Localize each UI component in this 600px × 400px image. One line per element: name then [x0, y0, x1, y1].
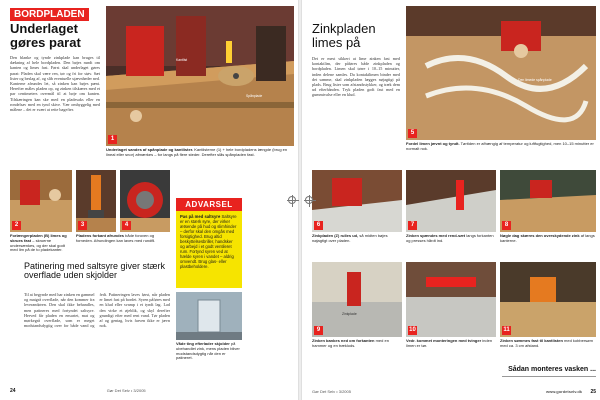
registration-mark-left [288, 196, 296, 204]
right-page-number: 25 [590, 389, 596, 395]
warning-text-body: Saltsyre er en stærk syre, der virker ætsende på hud og slimhinder – derfor skal den omgås med forsigtighed. Brug altid beskyttelsesbriller, handsker og arbejd i et godt ventileret rum. Fortynd syren ved at hælde syren i vandet – aldrig omvendt. Brug glas- eller plastbeholdere. [180, 214, 237, 269]
photo-step11 [500, 262, 596, 337]
photo-step8 [500, 170, 596, 232]
section-tag: BORDPLADEN [10, 8, 89, 21]
photo-step2 [10, 170, 72, 232]
step-number-4: 4 [122, 221, 131, 230]
step11-illustration [500, 262, 596, 337]
right-intro-text: Det er mest sikkert at lime zinken fast med kontaktlim, der påføres både zinkpladen og bordpladen. Limen skal tørre i 10–15 minutter, inden delene samles. Da kontaktlimen binder med det samme, skal zinkpladen lægges nøjagtigt på plads. Brug lister som afstandsstykker, og træk dem ud efterhånden. Tryk pladen godt fast med en gummivalse eller en klud. [312, 56, 400, 98]
label-spanplade: Spånplade [246, 94, 263, 98]
step11-caption [500, 339, 596, 363]
acid-photo-caption [176, 342, 242, 370]
step6-illustration [312, 170, 402, 232]
label-limed-board: Den limede spånplade [518, 78, 552, 82]
photo-step6 [312, 170, 402, 232]
step7-illustration [406, 170, 496, 232]
warning-sidebar [176, 198, 242, 288]
step11-caption-bold: Zinken sømmes fast til kantlisten [500, 339, 563, 343]
step-number-3: 3 [78, 221, 87, 230]
step2-caption-text: – skruerne undersænkes, og der skal godt med lim på de to pladekanter. [10, 237, 65, 253]
step-number-9: 9 [314, 326, 323, 335]
photo-step10 [406, 262, 496, 337]
footer-divider [502, 376, 596, 377]
step-number-6: 6 [314, 221, 323, 230]
step2-caption [10, 234, 72, 254]
step9-illustration [312, 262, 402, 337]
warning-text-bold: Pas på med saltsyre [180, 214, 221, 219]
left-page-number: 24 [10, 388, 16, 394]
workbench-illustration [106, 6, 294, 146]
acid-caption-text: på ubehandlet zink, mens pladen bliver modstandsdygtig når den er patineret. [176, 342, 240, 361]
step7-caption-text: langs forkanten og presses hårdt ind. [406, 234, 494, 243]
left-folio-text: Gør Det Selv • 3/2005 [106, 388, 146, 393]
step-number-5: 5 [408, 129, 417, 138]
glue-caption-text: Tørtiden er afhængig af temperatur og luftfugtighed, men 10–15 minutter er normalt nok. [406, 142, 594, 151]
step2-caption-bold: Forlængerpladen (B) limes og skrues fast [10, 234, 67, 243]
step-number-10: 10 [409, 327, 416, 333]
step10-caption-bold: Vedr. kommet monteringen med tvinger [406, 339, 482, 343]
glue-caption-bold: Fordel limen jævnt og tyndt. [406, 142, 460, 146]
website-link[interactable]: www.gordetselv.dk [545, 389, 582, 394]
warning-title: ADVARSEL [176, 198, 242, 211]
footer-continue-link[interactable]: Sådan monteres vasken ... [508, 366, 596, 373]
acid-glass-illustration [176, 292, 242, 340]
step8-caption [500, 234, 596, 256]
step6-caption-text: så midten bøjes nøjagtigt over pladen. [312, 234, 388, 243]
photo-step4 [120, 170, 170, 232]
step7-caption [406, 234, 496, 256]
step3-caption [76, 234, 170, 254]
photo-step7 [406, 170, 496, 232]
step11-caption-text: med kobbersøm med ca. 3 cm afstand. [500, 339, 593, 348]
photo-workbench [106, 6, 294, 146]
photo1-caption-bold: Underlaget sandes af spånplade og kantlister. [106, 148, 194, 152]
photo1-caption [106, 148, 294, 166]
step6-caption-bold: Zinkpladen (Z) rulles ud, [312, 234, 359, 238]
warning-text [176, 211, 242, 272]
step9-caption [312, 339, 402, 363]
acid-body-text: Til at begynde med har zinken en gammel og matgrå overflade, når den kommer fra leverandøren. Den skal ikke behandles, men patineres med fortyndet saltsyre. Herved får pladen en ensartet, mat og mørkegrå overflade, som er meget modstandsdygtig over for både vand og fedt. Patineringen laves først, når pladen er limet fast på bordet. Syren påføres med en klud eller svamp i et tyndt lag. Lad den virke et øjeblik, og skyl derefter grundigt efter med rent vand. Tør pladen af og gentag, hvis farven ikke er jævn nok. [24, 292, 170, 329]
step8-illustration [500, 170, 596, 232]
left-intro-text: Den blanke og tynde zinkplade kan bruges til dækning af hele bordpladen. Den bøjes rundt om kanten og limes fast. Først skal underlaget gøres parat: Pladen skal være ren, tør og fri for støv. Sæt lister og beslag af, og slib eventuelle ujævnheder ned. Kanterne afrundes let, så zinken kan bøjes pænt. Herefter måles pladen op, og zinken tilskæres med et par centimeters overmål til at bøje om kanten. Tilskæringen kan ske med en pladesaks eller en rondelsav med en tynd skive. Vær omhyggelig med målene – det er svært at rette bagefter. [10, 55, 100, 113]
right-folio [312, 389, 596, 394]
left-folio [10, 388, 146, 394]
photo1-caption-text: Kantlisterne (1) + hele bordpladens længde (brug en lineal eller snor) afmærkes – for langs på flere steder. Derefter slås spånpladen fast. [106, 148, 288, 157]
photo-acid-glass [176, 292, 242, 340]
registration-mark-right [305, 196, 313, 204]
label-zinkplade: Zinkplade [342, 312, 357, 316]
step9-caption-text: med en hammer og en træklods. [312, 339, 389, 348]
step3-caption-text: både foroven og forneden. Afrundingen kan laves med rundfil. [76, 234, 156, 243]
step7-caption-bold: Zinken spændes med rend-sæt [406, 234, 466, 238]
step-number-7: 7 [408, 221, 417, 230]
right-page [302, 0, 600, 400]
photo-glue [406, 6, 596, 140]
acid-caption-bold: Våde ting efterlader skjolder [176, 342, 230, 346]
step-number-2: 2 [12, 221, 21, 230]
step8-caption-text: af langs kanterne. [500, 234, 595, 243]
left-page [0, 0, 298, 400]
photo-step3 [76, 170, 116, 232]
step6-caption [312, 234, 402, 256]
right-headline: Zinkpladen limes på [312, 21, 376, 50]
step9-caption-bold: Zinken bankes ned om forkanten [312, 339, 375, 343]
step3-caption-bold: Pladens forkant afrundes [76, 234, 125, 238]
photo-step9 [312, 262, 402, 337]
step10-illustration [406, 262, 496, 337]
step8-caption-bold: Nøgle dag skæres den overskydende zink [500, 234, 580, 238]
step-number-1: 1 [108, 135, 117, 144]
step10-caption [406, 339, 496, 363]
glue-caption [406, 142, 596, 158]
left-headline: Underlaget gøres parat [10, 21, 81, 50]
right-folio-text: Gør Det Selv • 3/2005 [312, 389, 351, 394]
step-number-8: 8 [502, 221, 511, 230]
step-number-11: 11 [503, 327, 510, 333]
step10-caption-text: inden limen er tør. [406, 339, 493, 348]
acid-headline: Patinering med saltsyre giver stærk overflade uden skjolder [24, 261, 166, 281]
glue-illustration [406, 6, 596, 140]
label-kantlist: Kantlist [176, 58, 188, 62]
